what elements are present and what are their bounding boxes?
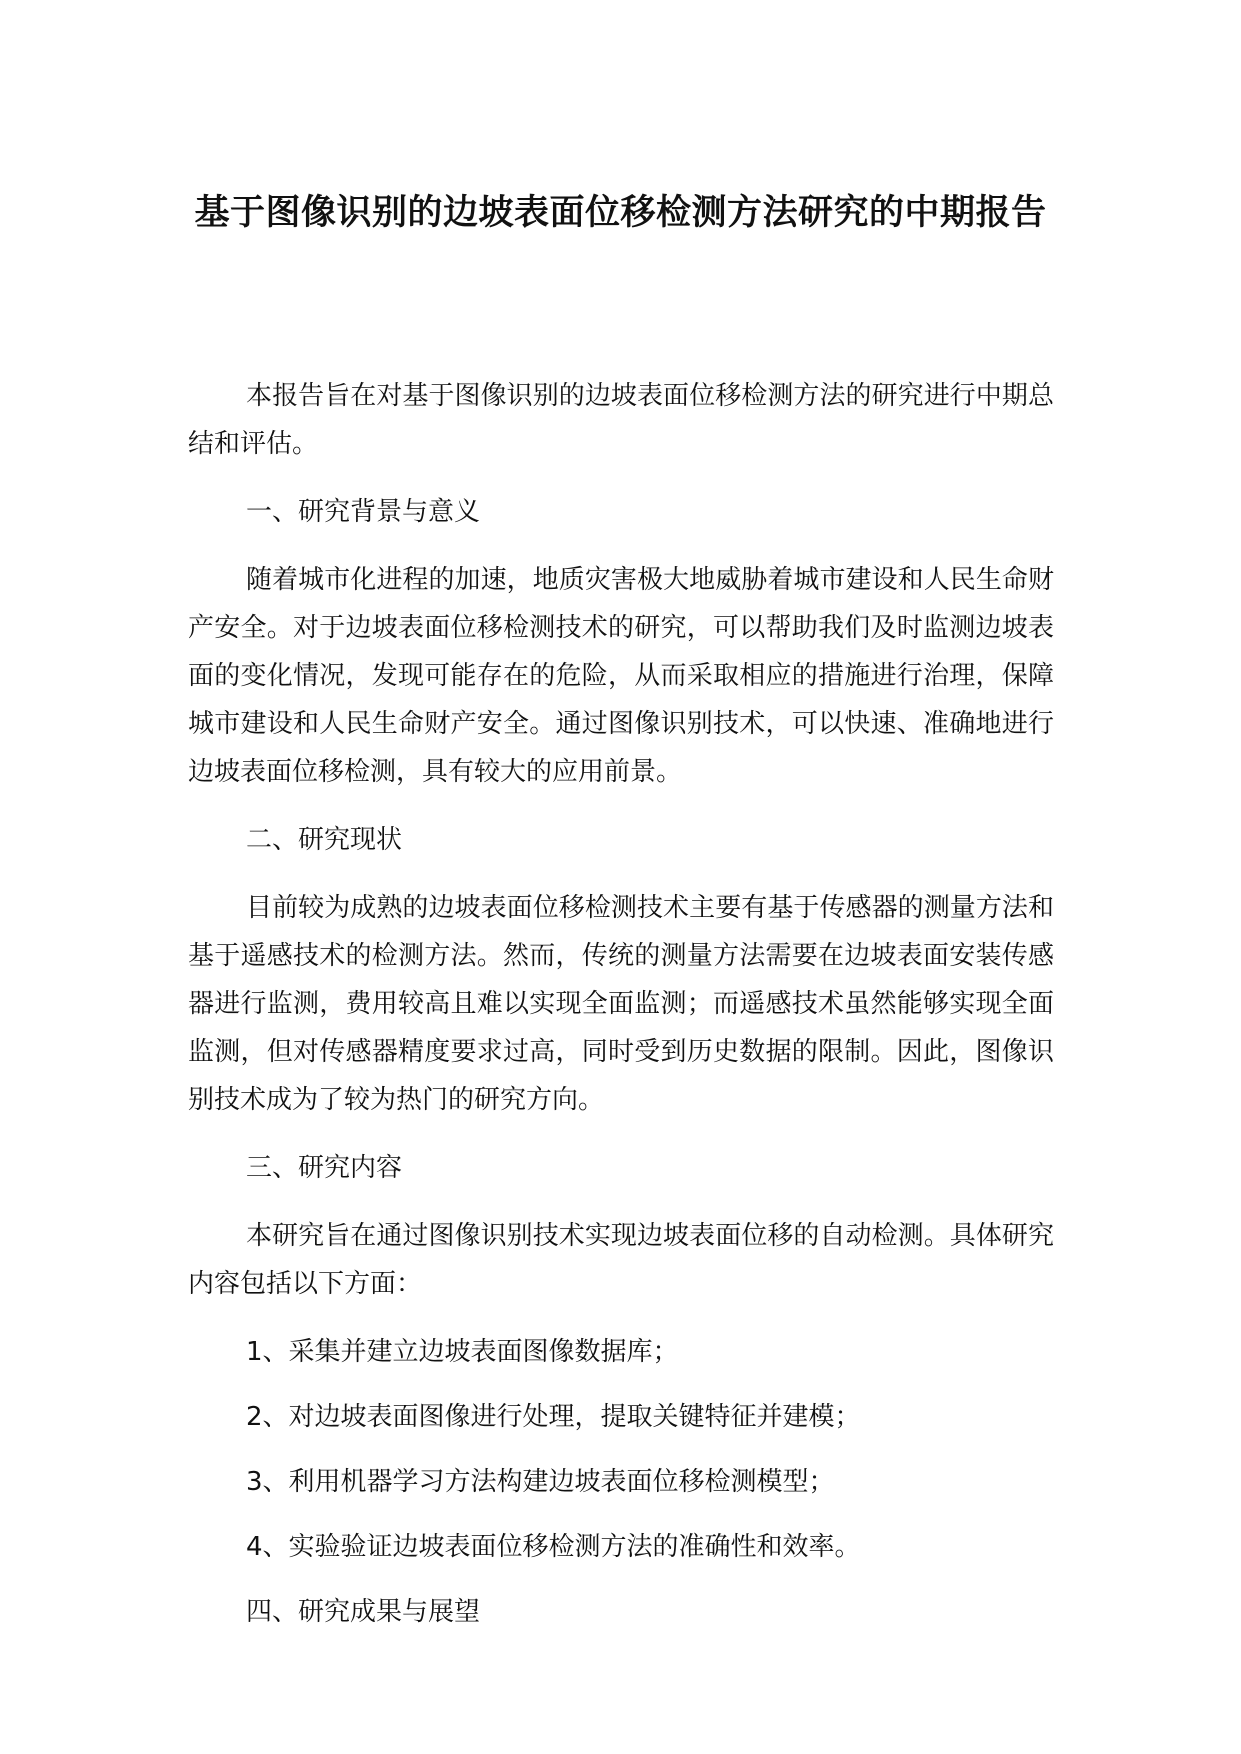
list-item: 1、采集并建立边坡表面图像数据库； — [246, 1337, 679, 1367]
section-heading-status: 二、研究现状 — [246, 825, 403, 855]
section-body-content: 本研究旨在通过图像识别技术实现边坡表面位移的自动检测。具体研究内容包括以下方面： — [188, 1221, 1054, 1299]
section-heading-results: 四、研究成果与展望 — [246, 1597, 481, 1627]
list-item: 2、对边坡表面图像进行处理，提取关键特征并建模； — [246, 1402, 861, 1432]
list-item: 4、实验验证边坡表面位移检测方法的准确性和效率。 — [246, 1532, 861, 1562]
list-item: 3、利用机器学习方法构建边坡表面位移检测模型； — [246, 1467, 835, 1497]
section-heading-background: 一、研究背景与意义 — [246, 497, 481, 527]
section-body-background: 随着城市化进程的加速，地质灾害极大地威胁着城市建设和人民生命财产安全。对于边坡表面位移检测技术的研究，可以帮助我们及时监测边坡表面的变化情况，发现可能存在的危险，从而采取相应的措施进行治理，保障城市建设和人民生命财产安全。通过图像识别技术，可以快速、准确地进行边坡表面位移检测，具有较大的应用前景。 — [188, 565, 1054, 787]
section-body-status: 目前较为成熟的边坡表面位移检测技术主要有基于传感器的测量方法和基于遥感技术的检测方法。然而，传统的测量方法需要在边坡表面安装传感器进行监测，费用较高且难以实现全面监测；而遥感技术虽然能够实现全面监测，但对传感器精度要求过高，同时受到历史数据的限制。因此，图像识别技术成为了较为热门的研究方向。 — [188, 893, 1054, 1115]
intro-paragraph: 本报告旨在对基于图像识别的边坡表面位移检测方法的研究进行中期总结和评估。 — [188, 381, 1054, 459]
document-body — [188, 372, 1054, 1656]
document-title: 基于图像识别的边坡表面位移检测方法研究的中期报告 — [194, 193, 1047, 233]
section-heading-content: 三、研究内容 — [246, 1153, 403, 1183]
